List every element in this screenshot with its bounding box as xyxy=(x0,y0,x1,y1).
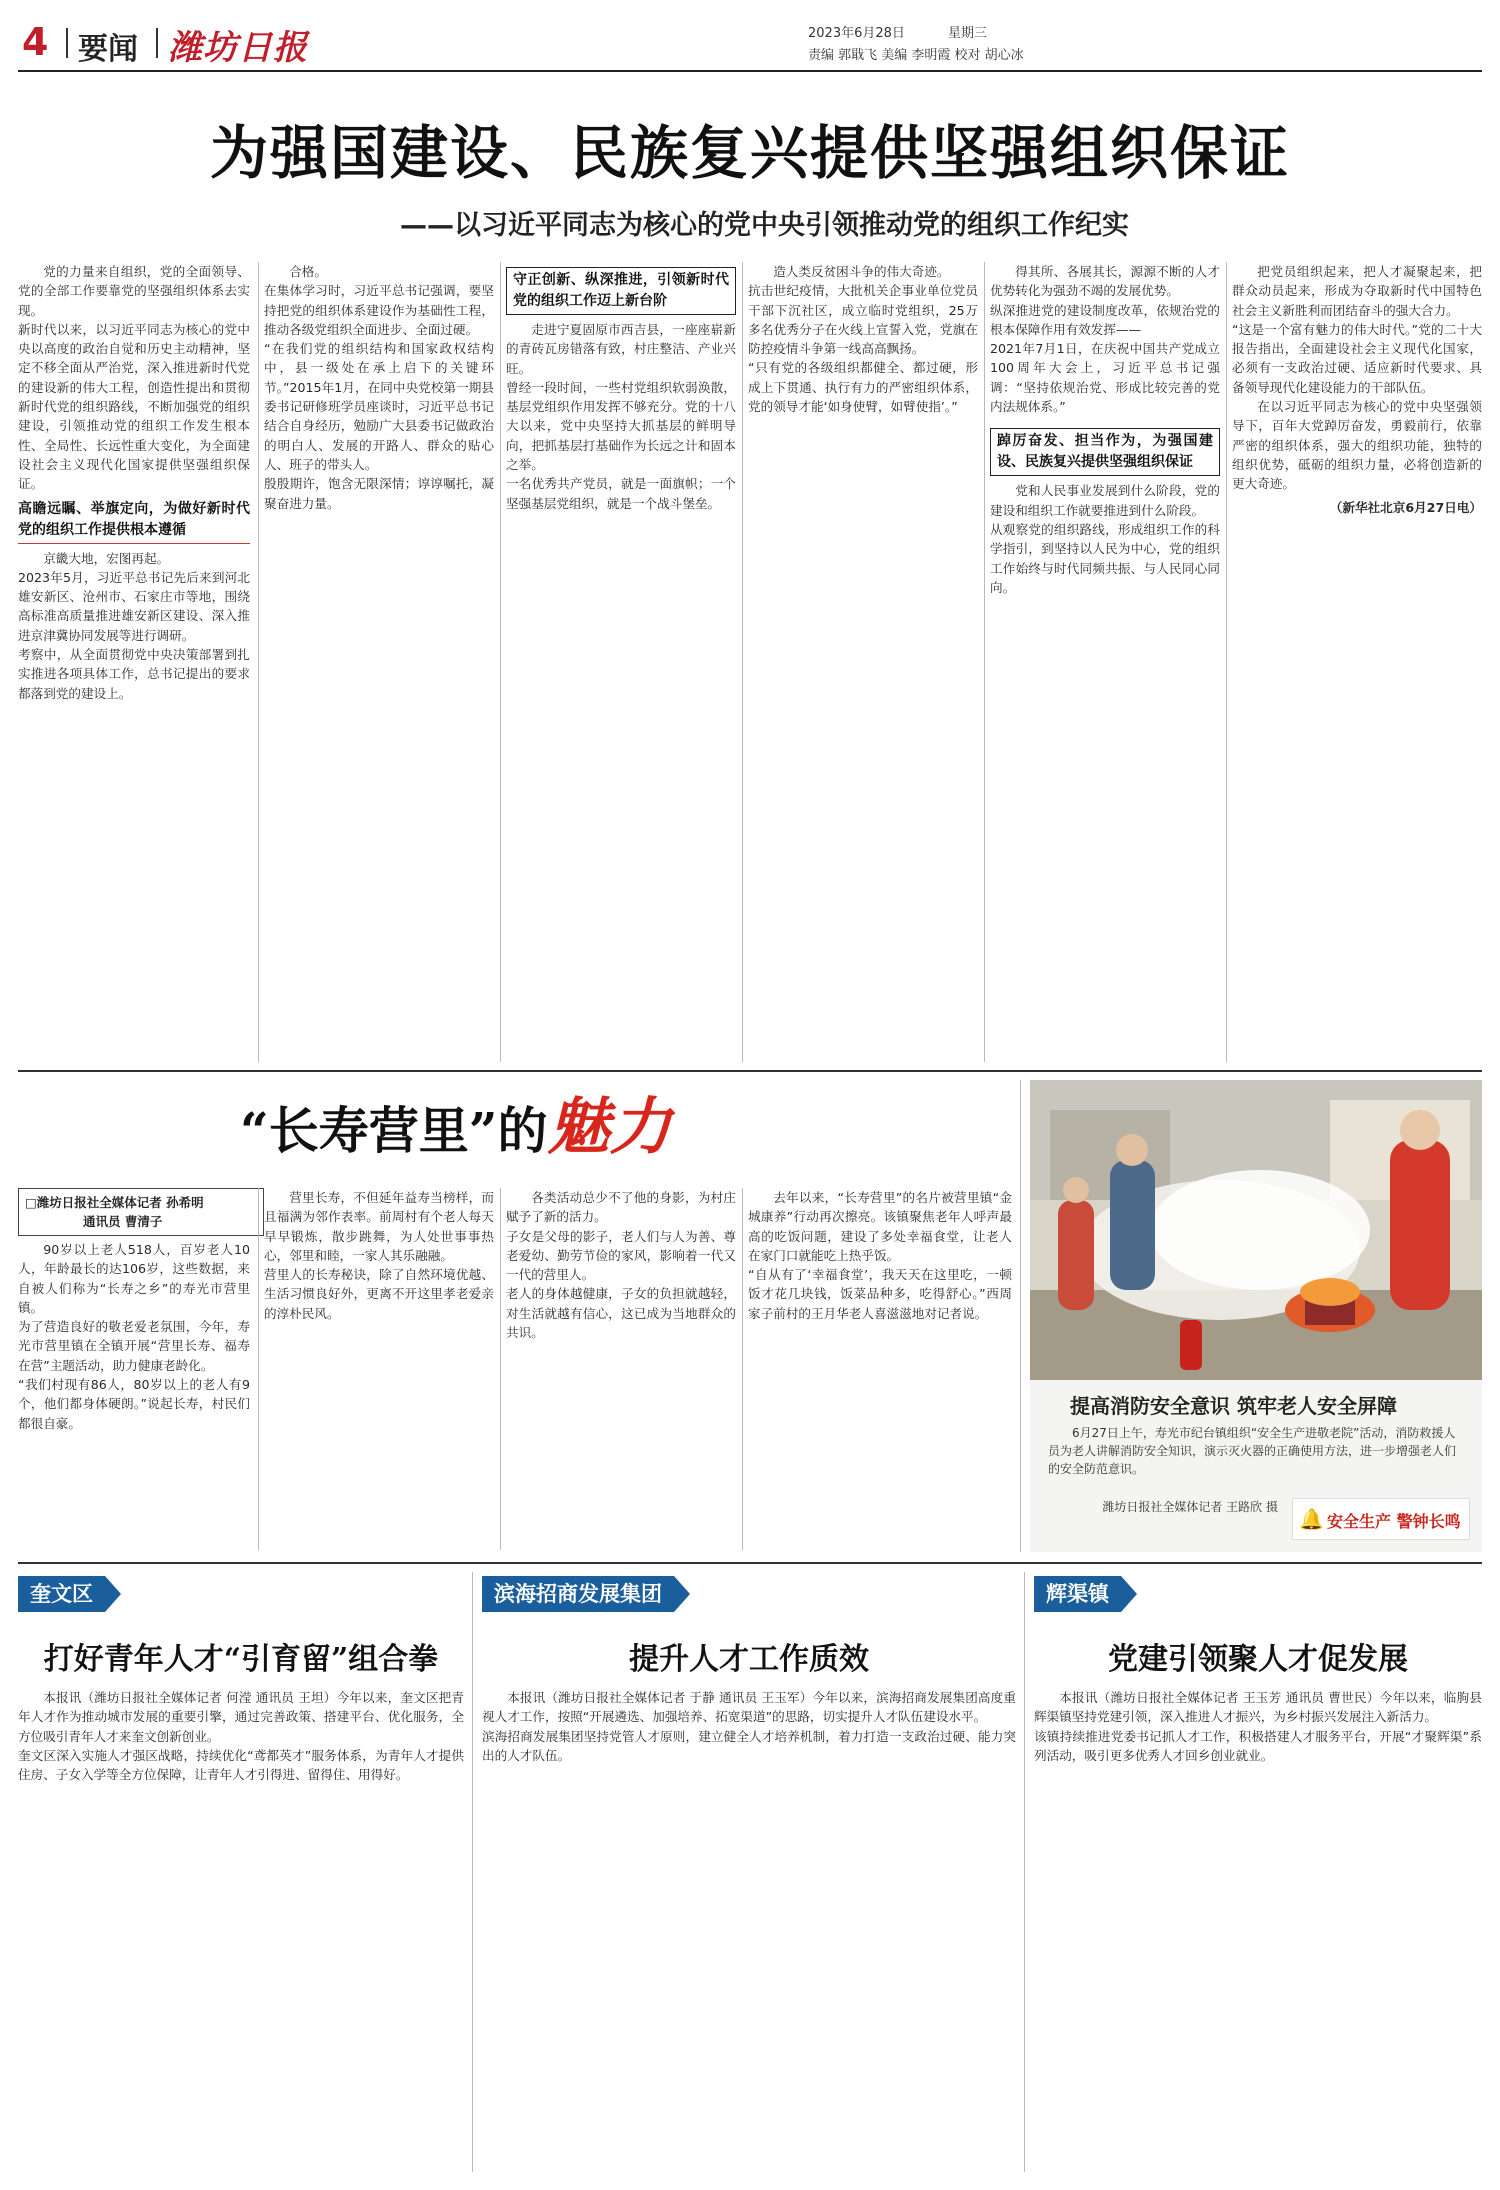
story-body xyxy=(18,1688,464,2168)
main-text: 把党员组织起来，把人才凝聚起来，把群众动员起来，形成为夺取新时代中国特色社会主义新胜利而团结奋斗的强大合力。 “这是一个富有魅力的伟大时代。”党的二十大报告指出，全面建设社会主义现代化国家，必须有一支政治过硬、适应新时代要求、具备领导现代化建设能力的干部队伍。 xyxy=(1232,264,1482,395)
safety-banner-text: 安全生产 警钟长鸣 xyxy=(1327,1512,1461,1531)
story-text: 本报讯（潍坊日报社全媒体记者 于静 通讯员 王玉军）今年以来，滨海招商发展集团高度重视人才工作，按照“开展遴选、加强培养、拓宽渠道”的思路，切实提升人才队伍建设水平。 滨海招商发展集团坚持党管人才原则，建立健全人才培养机制，着力打造一支政治过硬、能力突出的人才队伍。 xyxy=(482,1690,1016,1763)
feature-text: 90岁以上老人518人，百岁老人10人，年龄最长的达106岁，这些数据，来自被人们称为“长寿之乡”的寿光市营里镇。 为了营造良好的敬老爱老氛围，今年，寿光市营里镇在全镇开展“营里长寿、福寿在营”主题活动，助力健康老龄化。 “我们村现有86人，80岁以上的老人有9个，他们都身体硬朗。”说起长寿，村民们都很自豪。 xyxy=(18,1242,250,1431)
bottom-separator xyxy=(18,1562,1482,1564)
section-separator xyxy=(18,1070,1482,1072)
issue-date: 2023年6月28日 xyxy=(808,26,905,41)
main-column-6 xyxy=(1232,262,1482,1062)
story-headline: 打好青年人才“引育留”组合拳 xyxy=(43,1642,439,1677)
photo-credit: 潍坊日报社全媒体记者 王路欣 摄 xyxy=(1102,1500,1278,1514)
main-text: 合格。 在集体学习时，习近平总书记强调，要坚持把党的组织体系建设作为基础性工程，推动各级党组织全面进步、全面过硬。 “在我们党的组织结构和国家政权结构中，县一级处在承上启下的关键环节。”2015年1月，在同中央党校第一期县委书记研修班学员座谈时，习近平总书记结合自身经历，勉励广大县委书记做政治的明白人、发展的开路人、群众的贴心人、班子的带头人。 殷殷期许，饱含无限深情；谆谆嘱托，凝聚奋进力量。 xyxy=(264,264,494,511)
safety-banner xyxy=(1292,1498,1470,1540)
issue-weekday: 星期三 xyxy=(948,26,988,41)
story-headline: 党建引领聚人才促发展 xyxy=(1108,1642,1408,1677)
byline-reporter: □潍坊日报社全媒体记者 孙希明 xyxy=(25,1195,204,1210)
page-number: 4 xyxy=(22,20,49,64)
main-text: 走进宁夏固原市西吉县，一座座崭新的青砖瓦房错落有致，村庄整洁、产业兴旺。 曾经一段时间，一些村党组织软弱涣散，基层党组织作用发挥不够充分。党的十八大以来，党中央坚持大抓基层的鲜明导向，把抓基层打基础作为长远之计和固本之举。 一名优秀共产党员，就是一面旗帜；一个坚强基层党组织，就是一个战斗堡垒。 xyxy=(506,322,736,511)
section-name: 要闻 xyxy=(78,32,138,67)
feature-column-1 xyxy=(18,1240,250,1550)
main-column-2 xyxy=(264,262,494,1062)
feature-title xyxy=(240,1092,800,1172)
byline-correspondent: 通讯员 曹清子 xyxy=(83,1214,163,1229)
region-tag: 滨海招商发展集团 xyxy=(482,1576,674,1612)
news-photo xyxy=(1030,1080,1482,1380)
region-tag: 辉渠镇 xyxy=(1034,1576,1121,1612)
section-heading: 踔厉奋发、担当作为，为强国建设、民族复兴提供坚强组织保证 xyxy=(990,428,1220,476)
masthead-rule xyxy=(18,70,1482,72)
feature-byline xyxy=(18,1188,264,1236)
main-text: 在以习近平同志为核心的党中央坚强领导下，百年大党踔厉奋发，勇毅前行，依靠严密的组织体系，强大的组织功能，独特的组织优势，砥砺的组织力量，必将创造新的更大奇迹。 xyxy=(1232,399,1482,492)
feature-title-accent: 魅力 xyxy=(547,1090,672,1163)
newspaper-logo: 潍坊日报 xyxy=(168,28,308,68)
dateline-credit: （新华社北京6月27日电） xyxy=(1329,499,1482,515)
bell-icon: 🔔 xyxy=(1299,1507,1324,1531)
feature-text: 营里长寿，不但延年益寿当榜样，而且福满为邻作表率。前周村有个老人每天早早锻炼，散步跳舞，为人处世事事热心，邻里和睦，一家人其乐融融。 营里人的长寿秘诀，除了自然环境优越、生活习惯良好外，更离不开这里孝老爱亲的淳朴民风。 xyxy=(264,1190,494,1321)
section-heading: 守正创新、纵深推进，引领新时代党的组织工作迈上新台阶 xyxy=(506,267,736,315)
editors-line: 责编 郭戢飞 美编 李明霞 校对 胡心冰 xyxy=(808,48,1024,63)
main-text: 得其所、各展其长，源源不断的人才优势转化为强劲不竭的发展优势。 纵深推进党的建设制度改革，依规治党的根本保障作用有效发挥—— 2021年7月1日，在庆祝中国共产党成立100周年大会上，习近平总书记强调：“坚持依规治党、形成比较完善的党内法规体系。” xyxy=(990,264,1220,415)
bottom-story-3 xyxy=(1034,1576,1482,2176)
feature-column-2 xyxy=(264,1188,494,1550)
feature-text: 各类活动总少不了他的身影，为村庄赋予了新的活力。 子女是父母的影子，老人们与人为善、尊老爱幼、勤劳节俭的家风，影响着一代又一代的营里人。 老人的身体越健康，子女的负担就越轻，对生活就越有信心，这已成为当地群众的共识。 xyxy=(506,1190,736,1341)
fire-drill-photo-illustration xyxy=(1030,1080,1482,1380)
feature-column-4 xyxy=(748,1188,1012,1550)
main-column-3 xyxy=(506,262,736,1062)
main-subheadline: ——以习近平同志为核心的党中央引领推动党的组织工作纪实 xyxy=(400,210,1129,241)
main-text: 党的力量来自组织，党的全面领导、党的全部工作要靠党的坚强组织体系去实现。 新时代以来，以习近平同志为核心的党中央以高度的政治自觉和历史主动精神，坚定不移全面从严治党，深入推进新时代党的建设新的伟大工程，创造性提出和贯彻新时代党的组织路线，不断加强党的组织建设，引领推动党的组织工作发生根本性、全局性、长远性重大变化，为全面建设社会主义现代化国家提供坚强组织保证。 xyxy=(18,264,250,492)
feature-text: 去年以来，“长寿营里”的名片被营里镇“金城康养”行动再次擦亮。该镇聚焦老年人呼声最高的吃饭问题，建设了多处幸福食堂，让老人在家门口就能吃上热乎饭。 “自从有了‘幸福食堂’，我天天在这里吃，一顿饭才花几块钱，饭菜品种多，吃得舒心。”西周家子前村的王月华老人喜滋滋地对记者说。 xyxy=(748,1190,1012,1321)
photo-caption-title: 提高消防安全意识 筑牢老人安全屏障 xyxy=(1070,1394,1397,1418)
main-text: 造人类反贫困斗争的伟大奇迹。 抗击世纪疫情，大批机关企事业单位党员干部下沉社区，成立临时党组织，25万多名优秀分子在火线上宣誓入党，党旗在防控疫情斗争第一线高高飘扬。 “只有党的各级组织都健全、都过硬，形成上下贯通、执行有力的严密组织体系，党的领导才能‘如身使臂，如臂使指’。” xyxy=(748,264,978,415)
story-text: 本报讯（潍坊日报社全媒体记者 王玉芳 通讯员 曹世民）今年以来，临朐县辉渠镇坚持党建引领，深入推进人才振兴，为乡村振兴发展注入新活力。 该镇持续推进党委书记抓人才工作，积极搭建人才服务平台，开展“才聚辉渠”系列活动，吸引更多优秀人才回乡创业就业。 xyxy=(1034,1690,1482,1763)
main-column-4 xyxy=(748,262,978,1062)
photo-caption-box xyxy=(1030,1380,1482,1552)
main-column-1 xyxy=(18,262,250,1062)
main-text: 党和人民事业发展到什么阶段，党的建设和组织工作就要推进到什么阶段。 从观察党的组织路线，形成组织工作的科学指引，到坚持以人民为中心，党的组织工作始终与时代同频共振、与人民同心同向。 xyxy=(990,483,1220,595)
region-tag: 奎文区 xyxy=(18,1576,105,1612)
story-headline: 提升人才工作质效 xyxy=(629,1642,869,1677)
bottom-story-1 xyxy=(18,1576,464,2176)
story-body xyxy=(482,1688,1016,2168)
section-heading: 高瞻远瞩、举旗定向，为做好新时代党的组织工作提供根本遵循 xyxy=(18,499,250,544)
main-headline: 为强国建设、民族复兴提供坚强组织保证 xyxy=(209,119,1290,187)
main-text: 京畿大地，宏图再起。 2023年5月，习近平总书记先后来到河北雄安新区、沧州市、石家庄市等地，围绕高标准高质量推进雄安新区建设、深入推进京津冀协同发展等进行调研。 考察中，从全面贯彻党中央决策部署到扎实推进各项具体工作，总书记提出的要求都落到党的建设上。 xyxy=(18,550,250,701)
feature-title-main: “长寿营里”的 xyxy=(240,1101,548,1160)
feature-column-3 xyxy=(506,1188,736,1550)
masthead xyxy=(18,18,1482,66)
story-text: 本报讯（潍坊日报社全媒体记者 何滢 通讯员 王坦）今年以来，奎文区把青年人才作为推动城市发展的重要引擎，通过完善政策、搭建平台、优化服务，全方位吸引青年人才来奎文创新创业。 奎文区深入实施人才强区战略，持续优化“鸢都英才”服务体系，为青年人才提供住房、子女入学等全方位保障，让青年人才引得进、留得住、用得好。 xyxy=(18,1690,464,1783)
story-body xyxy=(1034,1688,1482,2168)
photo-caption-text: 6月27日上午，寿光市纪台镇组织“安全生产进敬老院”活动，消防救援人员为老人讲解消防安全知识，演示灭火器的正确使用方法，进一步增强老人们的安全防范意识。 xyxy=(1048,1426,1457,1476)
bottom-story-2 xyxy=(482,1576,1016,2176)
main-column-5 xyxy=(990,262,1220,1062)
